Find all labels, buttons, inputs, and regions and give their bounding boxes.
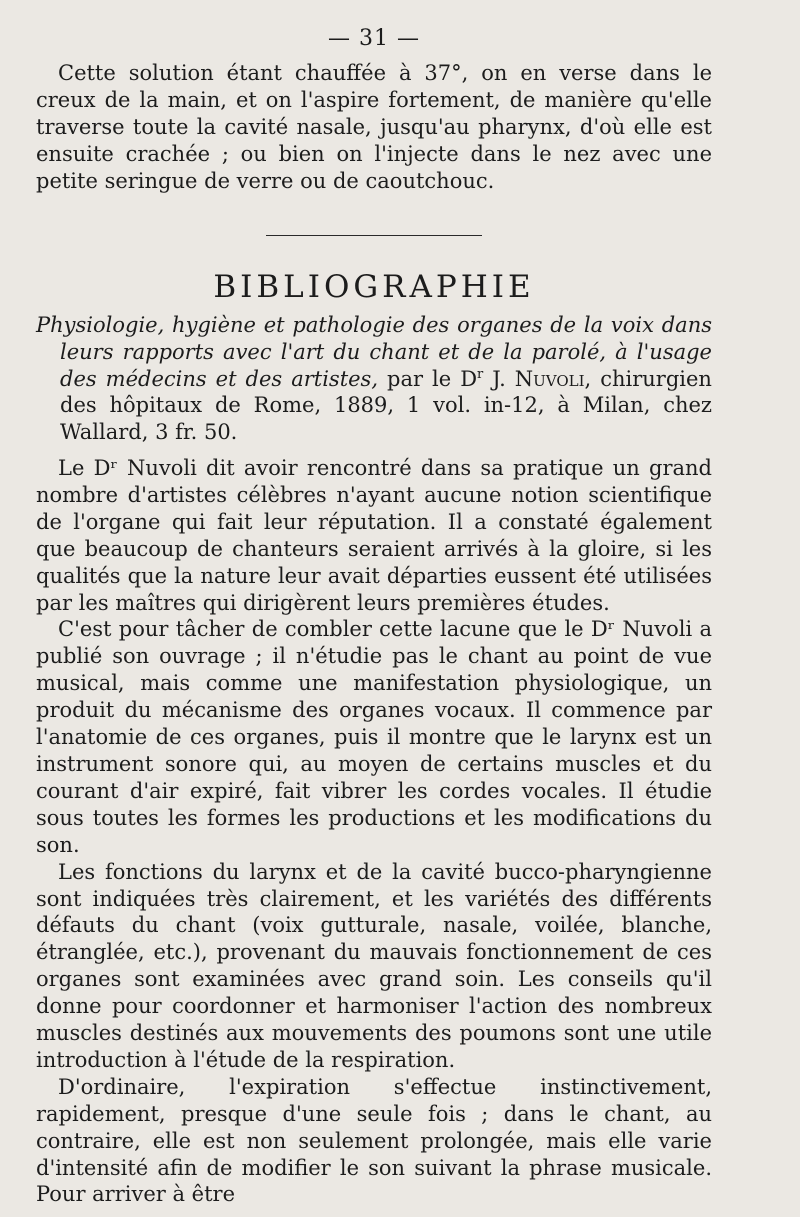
author-prefix: par le D — [387, 366, 478, 391]
intro-paragraph: Cette solution étant chauffée à 37°, on en verse dans le creux de la main, et on l'aspire fortement, de manière qu'elle traverse toute la cavité nasale, jusqu'au pharynx, d'où elle est ensuite crachée ; ou bien on l'injecte dans le nez avec une petite seringue de verre ou de caoutchouc. — [36, 61, 712, 193]
bibliography-entry — [36, 312, 712, 446]
author-name: Nuvoli — [514, 366, 585, 391]
review-paragraph: C'est pour tâcher de combler cette lacune que le Dʳ Nuvoli a publié son ouvrage ; il n'étudie pas le chant au point de vue musical, mais comme une manifestation physiologique, un produit du mécanisme des organes vocaux. Il commence par l'anatomie de ces organes, puis il montre que le larynx est un instrument sonore qui, au moyen de certains muscles et du courant d'air expiré, fait vibrer les cordes vocales. Il étudie sous toutes les formes les productions et les modifications du son. — [36, 617, 712, 857]
page-number: — 31 — — [328, 26, 420, 51]
author-initial: J. — [492, 366, 506, 391]
book-title: Physiologie, hygiène et pathologie des organes de la voix dans leurs rapports avec l'art du chant et de la parolé, à l'usage des médecins et des artistes, — [36, 313, 712, 391]
author-prefix-superscript: r — [477, 366, 484, 382]
publication-details: , chirurgien des hôpitaux de Rome, 1889, 1 vol. in-12, à Milan, chez Wallard, 3 fr. 50. — [60, 366, 712, 445]
review-paragraph: Les fonctions du larynx et de la cavité bucco-pharyngienne sont indiquées très clairement, et les variétés des différents défauts du chant (voix gutturale, nasale, voilée, blanche, étranglée, etc.), provenant du mauvais fonctionnement de ces organes sont examinées avec grand soin. Les conseils qu'il donne pour coordonner et harmoniser l'action des nombreux muscles destinés aux mouvements des poumons sont une utile introduction à l'étude de la respiration. — [36, 859, 712, 1072]
section-separator-rule — [266, 235, 482, 237]
review-paragraph: D'ordinaire, l'expiration s'effectue instinctivement, rapidement, presque d'une seule fois ; dans le chant, au contraire, elle est non seulement prolongée, mais elle varie d'intensité afin de modifier le son suivant la phrase musicale. Pour arriver à être — [36, 1074, 712, 1207]
section-title: BIBLIOGRAPHIE — [213, 269, 535, 306]
review-paragraph: Le Dʳ Nuvoli dit avoir rencontré dans sa pratique un grand nombre d'artistes célèbres n'ayant aucune notion scientifique de l'organe qui fait leur réputation. Il a constaté également que beaucoup de chanteurs seraient arrivés à la gloire, si les qualités que la nature leur avait départies eussent été utilisées par les maîtres qui dirigèrent leurs premières études. — [36, 456, 712, 615]
